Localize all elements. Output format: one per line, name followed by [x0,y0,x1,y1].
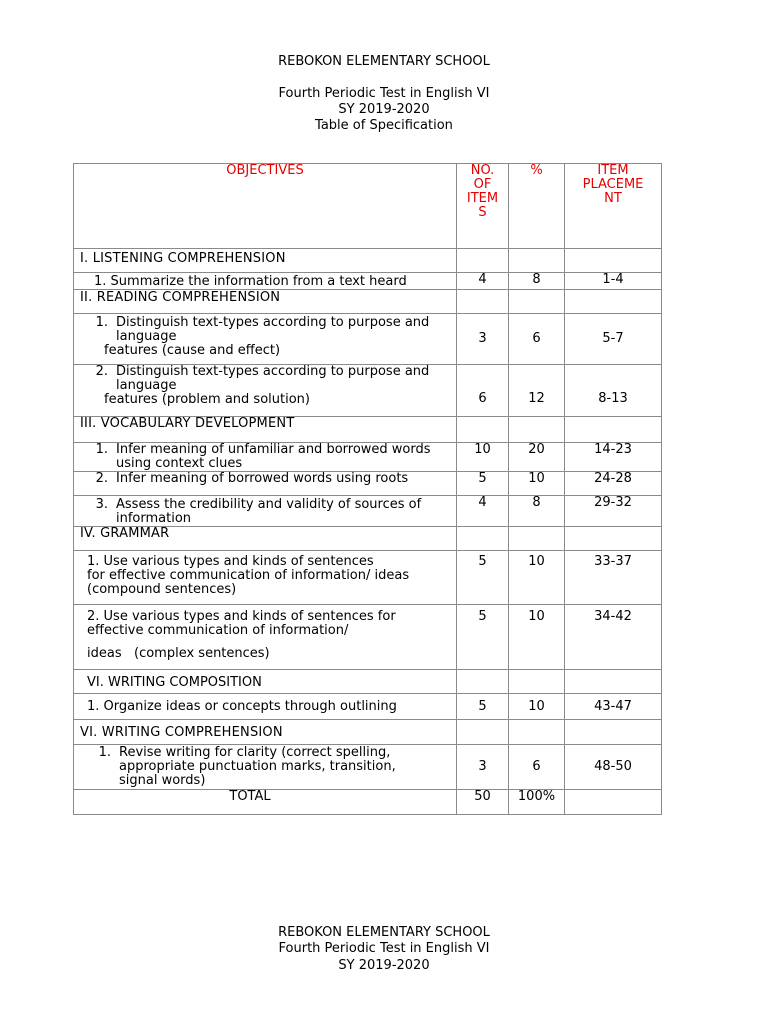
total-items: 50 [457,790,509,815]
items-cell: 5 [457,694,509,720]
section-label: III. VOCABULARY DEVELOPMENT [74,417,457,443]
placement-cell: 5-7 [565,314,662,365]
total-placement [565,790,662,815]
placement-cell: 48-50 [565,745,662,790]
percent-cell: 10 [509,472,565,496]
header-objectives: OBJECTIVES [74,164,457,249]
percent-cell: 10 [509,551,565,605]
placement-cell: 33-37 [565,551,662,605]
placement-cell: 43-47 [565,694,662,720]
table-row [74,745,662,790]
section-label: IV. GRAMMAR [74,527,457,551]
header-no-of-items: NO. OF ITEM S [457,164,509,249]
placement-cell: 34-42 [565,605,662,670]
specification-table [73,163,662,815]
table-row [74,472,662,496]
objective-cell: 1. Infer meaning of unfamiliar and borrowed words using context clues [74,443,457,472]
percent-cell: 8 [509,273,565,290]
objective-cell: 1. Distinguish text-types according to purpose and language features (cause and effect) [74,314,457,365]
section-row [74,417,662,443]
percent-cell: 10 [509,605,565,670]
items-cell: 5 [457,551,509,605]
table-row [74,605,662,670]
percent-cell: 6 [509,745,565,790]
table-row [74,496,662,527]
doc-title: Table of Specification [315,118,453,133]
items-cell: 4 [457,496,509,527]
items-cell: 5 [457,472,509,496]
section-row [74,527,662,551]
items-cell: 10 [457,443,509,472]
section-row [74,720,662,745]
table-row [74,551,662,605]
header-percent: % [509,164,565,249]
table-row [74,273,662,290]
section-row [74,290,662,314]
table-header-row [74,164,662,249]
percent-cell: 10 [509,694,565,720]
section-label: I. LISTENING COMPREHENSION [74,249,457,273]
school-year: SY 2019-2020 [338,102,430,117]
percent-cell: 8 [509,496,565,527]
section-label: II. READING COMPREHENSION [74,290,457,314]
objective-cell: 3. Assess the credibility and validity of sources of information [74,496,457,527]
placement-cell: 24-28 [565,472,662,496]
items-cell: 3 [457,745,509,790]
objective-cell: 2. Use various types and kinds of sentences for effective communication of information/ ideas (complex sentences) [74,605,457,670]
section-label: VI. WRITING COMPOSITION [74,670,457,694]
placement-cell: 29-32 [565,496,662,527]
total-label: TOTAL [74,790,457,815]
placement-cell: 8-13 [565,365,662,417]
section-row [74,249,662,273]
placement-cell: 1-4 [565,273,662,290]
test-title: Fourth Periodic Test in English VI [278,86,490,101]
table-row [74,443,662,472]
objective-cell: 2. Infer meaning of borrowed words using roots [74,472,457,496]
table-row [74,365,662,417]
footer-school-year: SY 2019-2020 [338,958,430,973]
objective-cell: 2. Distinguish text-types according to purpose and language features (problem and solution) [74,365,457,417]
percent-cell: 6 [509,314,565,365]
placement-cell: 14-23 [565,443,662,472]
footer-school-name: REBOKON ELEMENTARY SCHOOL [278,925,490,940]
objective-cell: 1. Organize ideas or concepts through outlining [74,694,457,720]
percent-cell: 12 [509,365,565,417]
total-row [74,790,662,815]
school-name: REBOKON ELEMENTARY SCHOOL [278,54,490,69]
items-cell: 4 [457,273,509,290]
objective-cell: 1. Summarize the information from a text heard [74,273,457,290]
table-row [74,694,662,720]
table-row [74,314,662,365]
section-label: VI. WRITING COMPREHENSION [74,720,457,745]
items-cell: 3 [457,314,509,365]
footer-test-title: Fourth Periodic Test in English VI [278,941,490,956]
objective-cell: 1. Use various types and kinds of sentences for effective communication of information/ ideas (compound sentences) [74,551,457,605]
items-cell: 6 [457,365,509,417]
objective-cell: 1. Revise writing for clarity (correct spelling, appropriate punctuation marks, transition, signal words) [74,745,457,790]
total-percent: 100% [509,790,565,815]
percent-cell: 20 [509,443,565,472]
items-cell: 5 [457,605,509,670]
section-row [74,670,662,694]
header-item-placement: ITEM PLACEME NT [565,164,662,249]
